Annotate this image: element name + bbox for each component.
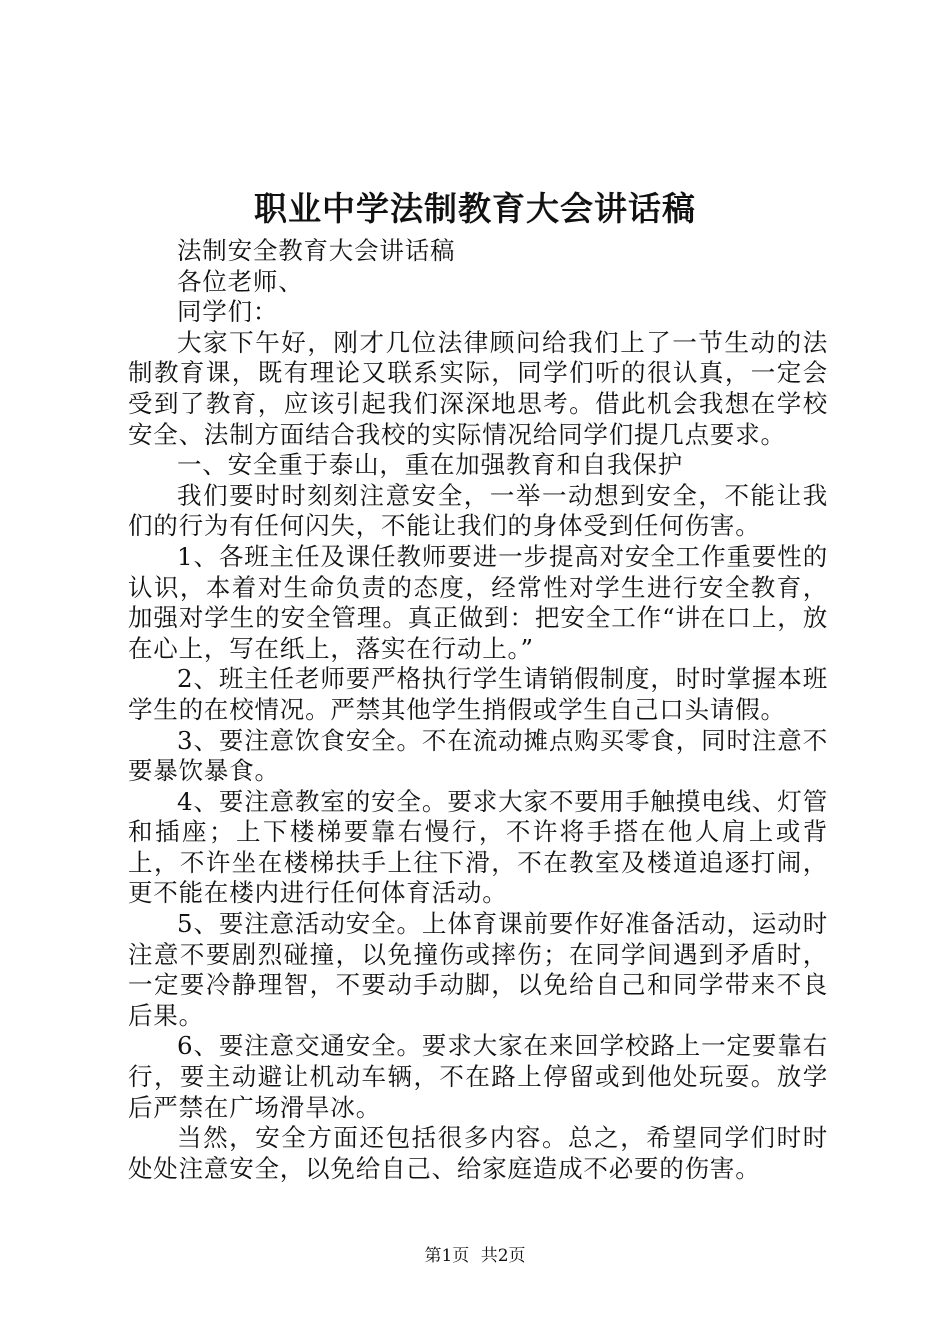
page-number: 第1页	[424, 1246, 470, 1266]
paragraph-item-2: 2、班主任老师要严格执行学生请销假制度，时时掌握本班学生的在校情况。严禁其他学生捎假或学生自己口头请假。	[128, 664, 828, 724]
paragraph-salutation-teachers: 各位老师、	[177, 266, 304, 296]
document-title: 职业中学法制教育大会讲话稿	[254, 189, 696, 228]
document-body	[128, 236, 828, 1184]
paragraph-item-6: 6、要注意交通安全。要求大家在来回学校路上一定要靠右行，要主动避让机动车辆，不在路上停留或到他处玩耍。放学后严禁在广场滑旱冰。	[128, 1031, 828, 1122]
paragraph-safety-intro: 我们要时时刻刻注意安全，一举一动想到安全，不能让我们的行为有任何闪失，不能让我们的身体受到任何伤害。	[128, 480, 828, 541]
page-footer	[0, 1244, 950, 1268]
paragraph-item-3: 3、要注意饮食安全。不在流动摊点购买零食，同时注意不要暴饮暴食。	[128, 725, 828, 786]
section-heading-1: 一、安全重于泰山，重在加强教育和自我保护	[177, 450, 683, 480]
paragraph-conclusion: 当然，安全方面还包括很多内容。总之，希望同学们时时处处注意安全，以免给自己、给家庭造成不必要的伤害。	[128, 1123, 828, 1183]
page-total: 共2页	[480, 1246, 526, 1266]
paragraph-salutation-students: 同学们：	[177, 297, 279, 327]
paragraph-item-5: 5、要注意活动安全。上体育课前要作好准备活动，运动时注意不要剧烈碰撞，以免撞伤或摔伤；在同学间遇到矛盾时，一定要冷静理智，不要动手动脚，以免给自己和同学带来不良后果。	[128, 909, 828, 1030]
paragraph-item-1: 1、各班主任及课任教师要进一步提高对安全工作重要性的认识，本着对生命负责的态度，经常性对学生进行安全教育，加强对学生的安全管理。真正做到：把安全工作“讲在口上，放在心上，写在纸上，落实在行动上。”	[128, 541, 828, 663]
paragraph-subtitle: 法制安全教育大会讲话稿	[177, 236, 456, 265]
paragraph-opening: 大家下午好，刚才几位法律顾问给我们上了一节生动的法制教育课，既有理论又联系实际，同学们听的很认真，一定会受到了教育，应该引起我们深深地思考。借此机会我想在学校安全、法制方面结合我校的实际情况给同学们提几点要求。	[128, 327, 828, 449]
paragraph-item-4: 4、要注意教室的安全。要求大家不要用手触摸电线、灯管和插座；上下楼梯要靠右慢行，不许将手搭在他人肩上或背上，不许坐在楼梯扶手上往下滑，不在教室及楼道追逐打闹，更不能在楼内进行任何体育活动。	[128, 786, 828, 908]
